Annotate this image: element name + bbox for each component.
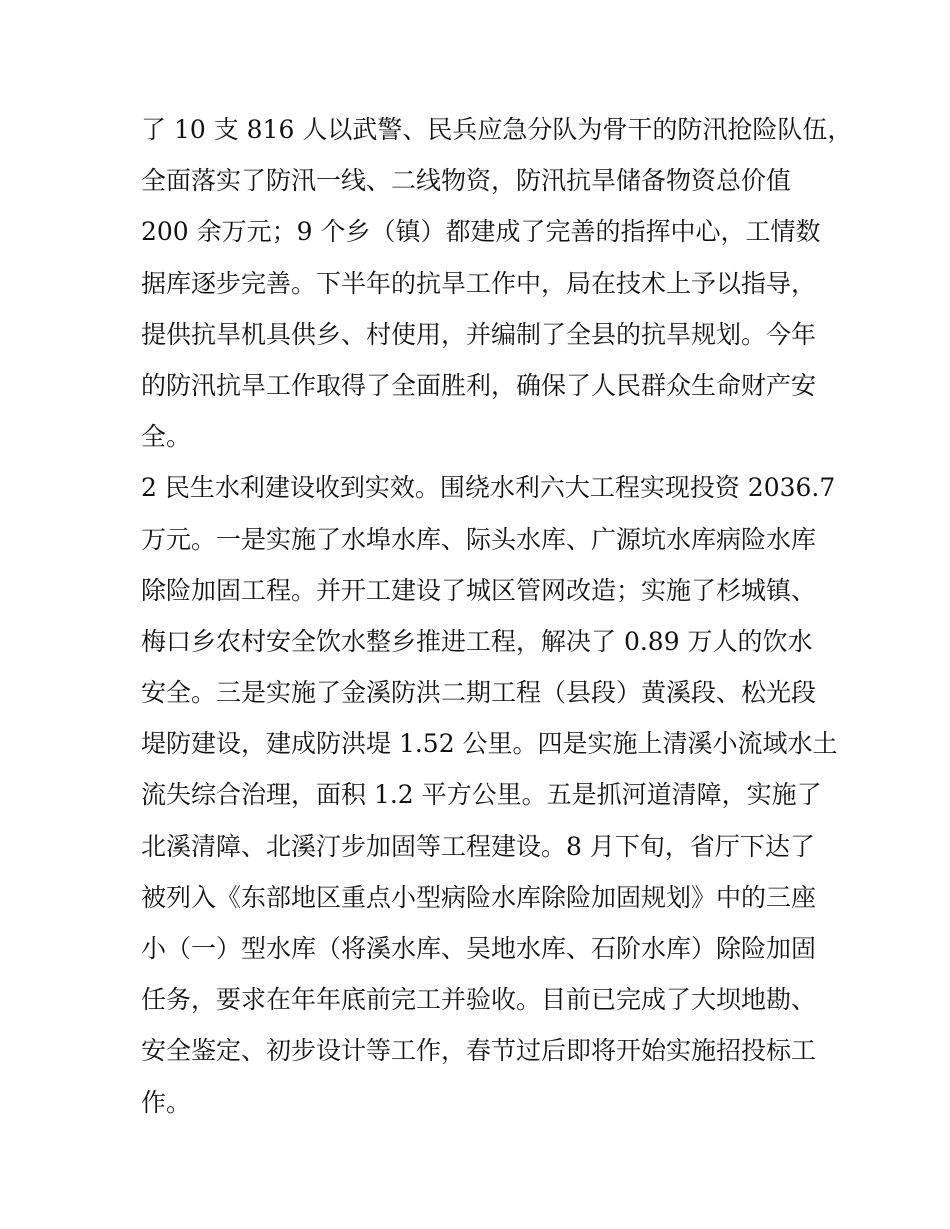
text-line: 堤防建设，建成防洪堤 1.52 公里。四是实施上清溪小流域水土 — [141, 729, 838, 759]
text-line: 作。 — [141, 1087, 192, 1117]
text-line: 小（一）型水库（将溪水库、吴地水库、石阶水库）除险加固 — [141, 934, 817, 963]
text-line: 流失综合治理，面积 1.2 平方公里。五是抓河道清障，实施了 — [141, 780, 822, 810]
text-line: 梅口乡农村安全饮水整乡推进工程，解决了 0.89 万人的饮水 — [141, 626, 813, 656]
text-line: 全。 — [141, 422, 192, 452]
text-line: 万元。一是实施了水埠水库、际头水库、广源坑水库病险水库 — [141, 524, 817, 554]
document-body — [141, 104, 853, 1128]
text-line: 被列入《东部地区重点小型病险水库除险加固规划》中的三座 — [141, 882, 817, 912]
text-line: 任务，要求在年年底前完工并验收。目前已完成了大坝地勘、 — [141, 985, 817, 1015]
text-line: 的防汛抗旱工作取得了全面胜利，确保了人民群众生命财产安 — [141, 370, 817, 400]
text-line: 2 民生水利建设收到实效。围绕水利六大工程实现投资 2036.7 — [141, 473, 836, 503]
text-line: 提供抗旱机具供乡、村使用，并编制了全县的抗旱规划。今年 — [141, 319, 817, 349]
text-line: 除险加固工程。并开工建设了城区管网改造；实施了杉城镇、 — [141, 575, 817, 605]
text-line: 200 余万元；9 个乡（镇）都建成了完善的指挥中心，工情数 — [141, 217, 821, 247]
text-line: 北溪清障、北溪汀步加固等工程建设。8 月下旬，省厅下达了 — [141, 831, 815, 861]
text-line: 安全。三是实施了金溪防洪二期工程（县段）黄溪段、松光段 — [141, 678, 817, 708]
text-line: 了 10 支 816 人以武警、民兵应急分队为骨干的防汛抢险队伍， — [141, 115, 853, 144]
text-line: 安全鉴定、初步设计等工作，春节过后即将开始实施招投标工 — [141, 1036, 817, 1066]
text-line: 据库逐步完善。下半年的抗旱工作中，局在技术上予以指导， — [141, 268, 817, 298]
text-line: 全面落实了防汛一线、二线物资，防汛抗旱储备物资总价值 — [141, 166, 792, 196]
